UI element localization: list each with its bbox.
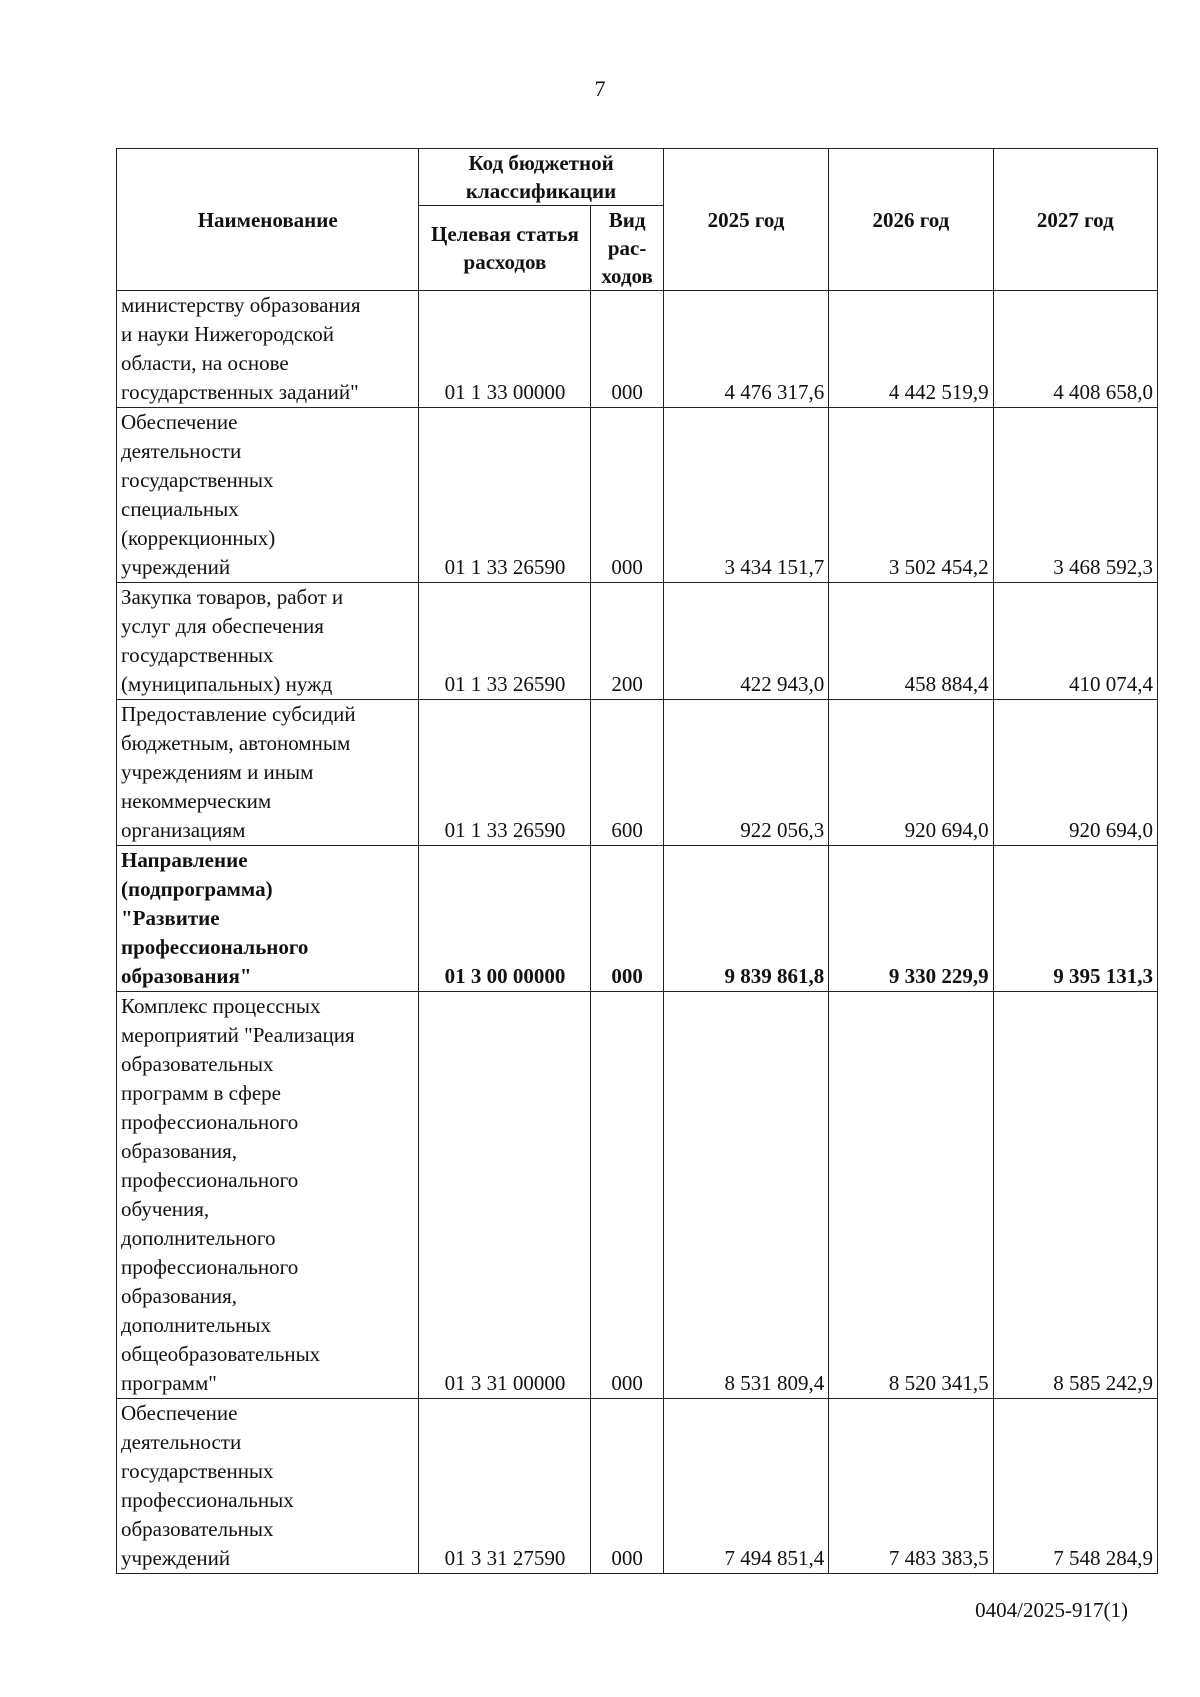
row-name [117, 846, 419, 992]
page-number: 7 [594, 76, 606, 101]
row-value-2026: 8 520 341,5 [829, 992, 993, 1399]
table-body [117, 291, 1158, 1574]
header-2025: 2025 год [663, 149, 828, 291]
row-name-line: образовательных [121, 1517, 274, 1541]
row-name-line: профессионального [121, 1255, 299, 1279]
table-row [117, 1399, 1158, 1574]
header-name: Наименование [117, 149, 419, 291]
row-expense-kind: 000 [591, 846, 663, 992]
budget-table [116, 148, 1158, 1574]
row-name-line: учреждений [121, 555, 231, 579]
row-name-line: мероприятий "Реализация [121, 1023, 355, 1047]
row-expense-kind: 000 [591, 291, 663, 408]
row-target-article: 01 3 31 00000 [419, 992, 591, 1399]
row-name [117, 408, 419, 583]
row-name-line: образовательных [121, 1052, 274, 1076]
row-value-2025: 4 476 317,6 [663, 291, 828, 408]
row-name-line: Комплекс процессных [121, 994, 321, 1018]
row-name-line: дополнительных [121, 1313, 272, 1337]
header-2026: 2026 год [829, 149, 993, 291]
row-name-line: профессионального [121, 935, 309, 959]
row-name-line: "Развитие [121, 906, 220, 930]
row-name-line: обучения, [121, 1197, 210, 1221]
row-name [117, 583, 419, 700]
row-name-line: государственных [121, 643, 274, 667]
row-target-article: 01 1 33 26590 [419, 583, 591, 700]
row-value-2026: 920 694,0 [829, 700, 993, 846]
row-name-line: образования, [121, 1284, 238, 1308]
row-name [117, 291, 419, 408]
row-target-article: 01 1 33 00000 [419, 291, 591, 408]
row-target-article: 01 1 33 26590 [419, 700, 591, 846]
row-name-line: Закупка товаров, работ и [121, 585, 344, 609]
row-value-2026: 458 884,4 [829, 583, 993, 700]
table-row [117, 992, 1158, 1399]
row-name-line: программ в сфере [121, 1081, 281, 1105]
row-name-line: дополнительного [121, 1226, 276, 1250]
row-value-2026: 9 330 229,9 [829, 846, 993, 992]
row-name-line: бюджетным, автономным [121, 731, 351, 755]
row-name-line: (подпрограмма) [121, 877, 273, 901]
row-name-line: области, на основе [121, 351, 289, 375]
row-name-line: государственных [121, 1459, 274, 1483]
document-id: 0404/2025-917(1) [975, 1598, 1128, 1622]
row-name-line: учреждений [121, 1546, 231, 1570]
row-value-2025: 422 943,0 [663, 583, 828, 700]
row-value-2025: 7 494 851,4 [663, 1399, 828, 1574]
row-expense-kind: 000 [591, 408, 663, 583]
row-target-article: 01 3 00 00000 [419, 846, 591, 992]
row-name-line: Обеспечение [121, 1401, 238, 1425]
row-value-2025: 922 056,3 [663, 700, 828, 846]
row-target-article: 01 1 33 26590 [419, 408, 591, 583]
row-name-line: услуг для обеспечения [121, 614, 324, 638]
table-row [117, 291, 1158, 408]
row-name-line: некоммерческим [121, 789, 272, 813]
row-value-2027: 8 585 242,9 [993, 992, 1157, 1399]
table-row [117, 700, 1158, 846]
row-name [117, 1399, 419, 1574]
table-row [117, 846, 1158, 992]
header-expense-kind: Вид рас-ходов [591, 206, 663, 291]
row-value-2027: 7 548 284,9 [993, 1399, 1157, 1574]
row-value-2026: 3 502 454,2 [829, 408, 993, 583]
row-target-article: 01 3 31 27590 [419, 1399, 591, 1574]
row-name-line: профессиональных [121, 1488, 294, 1512]
row-value-2026: 4 442 519,9 [829, 291, 993, 408]
row-value-2027: 410 074,4 [993, 583, 1157, 700]
row-value-2027: 4 408 658,0 [993, 291, 1157, 408]
row-name-line: общеобразовательных [121, 1342, 321, 1366]
row-name-line: государственных заданий" [121, 380, 359, 404]
header-2027: 2027 год [993, 149, 1157, 291]
row-name-line: Направление [121, 848, 248, 872]
row-value-2027: 9 395 131,3 [993, 846, 1157, 992]
row-expense-kind: 200 [591, 583, 663, 700]
row-value-2027: 3 468 592,3 [993, 408, 1157, 583]
table-row [117, 583, 1158, 700]
row-value-2026: 7 483 383,5 [829, 1399, 993, 1574]
row-expense-kind: 000 [591, 992, 663, 1399]
row-value-2027: 920 694,0 [993, 700, 1157, 846]
row-name [117, 992, 419, 1399]
row-expense-kind: 000 [591, 1399, 663, 1574]
row-name-line: образования" [121, 964, 252, 988]
row-name-line: деятельности [121, 1430, 242, 1454]
row-name-line: профессионального [121, 1110, 299, 1134]
row-value-2025: 8 531 809,4 [663, 992, 828, 1399]
row-name-line: специальных [121, 497, 239, 521]
row-name-line: учреждениям и иным [121, 760, 314, 784]
row-name-line: и науки Нижегородской [121, 322, 334, 346]
row-name-line: Обеспечение [121, 410, 238, 434]
row-name-line: (коррекционных) [121, 526, 276, 550]
row-value-2025: 9 839 861,8 [663, 846, 828, 992]
row-name-line: программ" [121, 1371, 217, 1395]
row-expense-kind: 600 [591, 700, 663, 846]
row-value-2025: 3 434 151,7 [663, 408, 828, 583]
row-name-line: образования, [121, 1139, 238, 1163]
row-name [117, 700, 419, 846]
row-name-line: деятельности [121, 439, 242, 463]
row-name-line: (муниципальных) нужд [121, 672, 333, 696]
row-name-line: государственных [121, 468, 274, 492]
row-name-line: профессионального [121, 1168, 299, 1192]
header-target-article: Целевая статья расходов [419, 206, 591, 291]
header-code-group: Код бюджетной классификации [419, 149, 663, 206]
table-row [117, 408, 1158, 583]
row-name-line: организациям [121, 818, 246, 842]
row-name-line: Предоставление субсидий [121, 702, 356, 726]
row-name-line: министерству образования [121, 293, 361, 317]
